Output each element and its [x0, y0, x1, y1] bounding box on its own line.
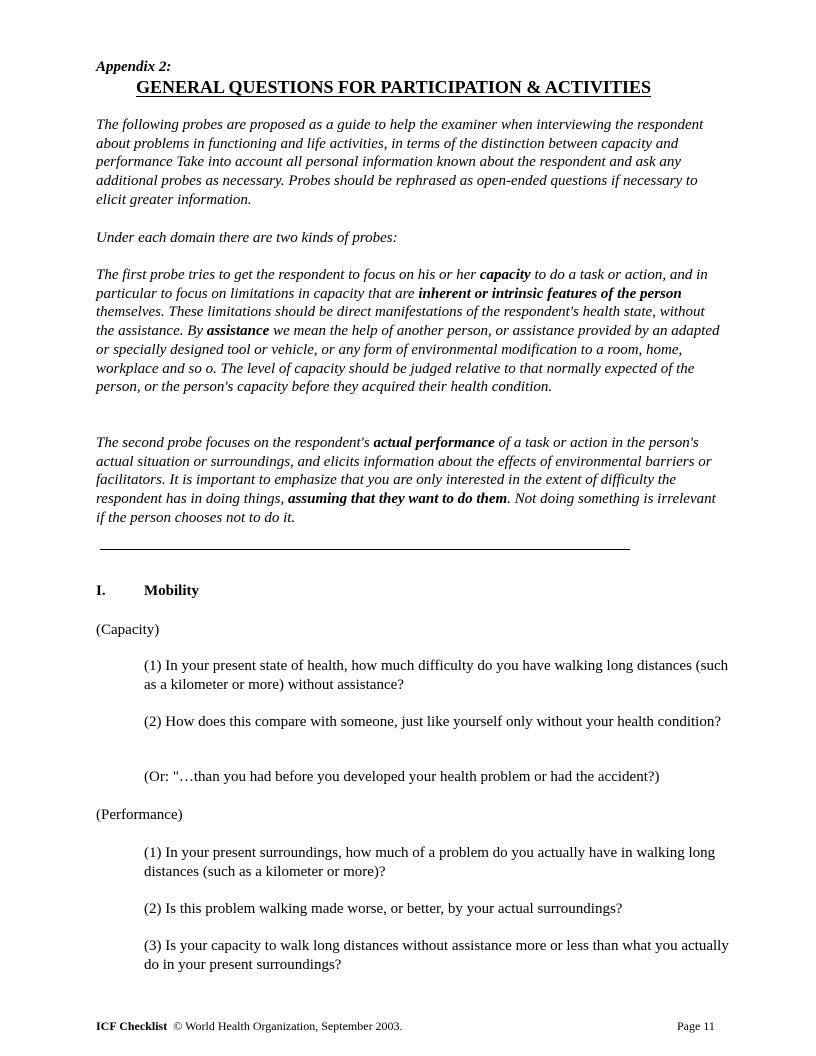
capacity-label: (Capacity): [96, 622, 160, 638]
capacity-question: (1) In your present state of health, how much difficulty do you have walking long distances (such as a kilometer or more) without assistance?: [144, 658, 729, 693]
emphasis-inherent-features: inherent or intrinsic features of the person: [418, 285, 682, 302]
horizontal-divider: [100, 549, 630, 550]
footer-credit: [96, 1019, 403, 1033]
capacity-question: (Or: "…than you had before you developed your health problem or had the accident?): [144, 769, 660, 785]
intro-paragraph-4: [96, 434, 726, 528]
intro-paragraph-3: [96, 266, 726, 397]
text-run: we mean the help of another person, or assistance provided by an adapted or specially designed tool or vehicle, or any form of environmental modification to a room, home, workplace and so o. The level of capacity should be judged relative to that normally expected of the person, or the person's capacity before they acquired their health condition.: [96, 323, 720, 396]
performance-question: (2) Is this problem walking made worse, or better, by your actual surroundings?: [144, 901, 623, 917]
text-run: The second probe focuses on the respondent's: [96, 435, 374, 451]
page-number: Page 11: [677, 1019, 715, 1033]
text-run: The first probe tries to get the respondent to focus on his or her: [96, 267, 480, 283]
performance-question: (3) Is your capacity to walk long distances without assistance more or less than what you actually do in your present surroundings?: [144, 938, 729, 973]
text-run: themselves. These limitations should be direct manifestations of the respondent's health state, without the assistance. By: [96, 304, 705, 340]
section-number: I.: [96, 583, 106, 599]
page-title: GENERAL QUESTIONS FOR PARTICIPATION & ACTIVITIES: [136, 77, 651, 97]
text-run: of a task or action in the person's actual situation or surroundings, and elicits information about the effects of environmental barriers or facilitators. It is important to emphasize that you are only interested in the extent of difficulty the respondent has in doing things,: [96, 435, 712, 508]
appendix-label: Appendix 2:: [96, 59, 172, 75]
performance-question: (1) In your present surroundings, how much of a problem do you actually have in walking long distances (such as a kilometer or more)?: [144, 845, 716, 880]
emphasis-assistance: assistance: [206, 323, 270, 340]
performance-label: (Performance): [96, 807, 183, 823]
section-title: Mobility: [144, 583, 199, 599]
intro-paragraph-1: The following probes are proposed as a guide to help the examiner when interviewing the respondent about problems in functioning and life activities, in terms of the distinction between capacity and performance Take into account all personal information known about the respondent and ask any additional probes as necessary. Probes should be rephrased as open-ended questions if necessary to elicit greater information.: [96, 117, 704, 208]
footer-brand: ICF Checklist: [96, 1019, 168, 1033]
emphasis-capacity: capacity: [479, 267, 531, 283]
text-run: . Not doing something is irrelevant if the person chooses not to do it.: [96, 491, 716, 526]
emphasis-actual-performance: actual performance: [373, 435, 495, 451]
capacity-question: (2) How does this compare with someone, just like yourself only without your health condition?: [144, 714, 721, 730]
emphasis-assuming-want: assuming that they want to do them: [287, 491, 508, 508]
footer-copyright: © World Health Organization, September 2003.: [173, 1019, 403, 1033]
text-run: to do a task or action, and in particular to focus on limitations in capacity that are: [96, 267, 708, 302]
intro-paragraph-2: Under each domain there are two kinds of probes:: [96, 230, 398, 246]
